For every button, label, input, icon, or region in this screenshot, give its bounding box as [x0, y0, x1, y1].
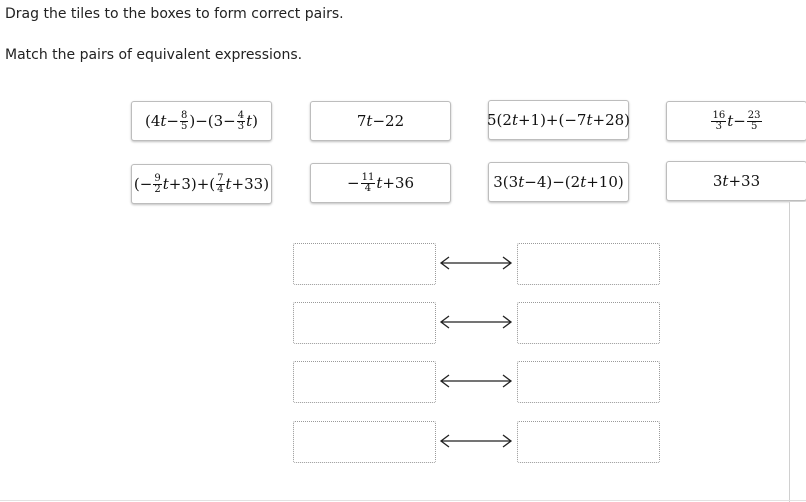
tile-expression[interactable]: 7 t −22	[310, 101, 451, 141]
drop-slot-right-3[interactable]	[517, 361, 660, 403]
double-arrow-icon	[439, 374, 513, 388]
drop-slot-left-1[interactable]	[293, 243, 436, 285]
tile-expression[interactable]: 3(3 t −4)−(2 t +10)	[488, 162, 629, 202]
scroll-edge	[789, 202, 806, 502]
tile-expression[interactable]: (− $\frac{9}{2}$ t +3)+( $\frac{7}{4}$ t +33)	[131, 164, 272, 204]
instruction-match: Match the pairs of equivalent expressions.	[5, 47, 303, 63]
tile-expression[interactable]: $\frac{16}{3}$ t − $\frac{23}{5}$	[666, 101, 806, 141]
double-arrow-icon	[439, 256, 513, 270]
tile-expression[interactable]: − $\frac{11}{4}$ t +36	[310, 163, 451, 203]
drop-slot-right-1[interactable]	[517, 243, 660, 285]
drop-slot-left-2[interactable]	[293, 302, 436, 344]
instruction-drag: Drag the tiles to the boxes to form correct pairs.	[5, 6, 344, 22]
tile-expression[interactable]: 3 t +33	[666, 161, 806, 201]
drop-slot-right-4[interactable]	[517, 421, 660, 463]
drop-slot-right-2[interactable]	[517, 302, 660, 344]
double-arrow-icon	[439, 315, 513, 329]
drop-slot-left-4[interactable]	[293, 421, 436, 463]
double-arrow-icon	[439, 434, 513, 448]
tile-expression[interactable]: (4 t − $\frac{8}{5}$ )−(3− $\frac{4}{3}$ t )	[131, 101, 272, 141]
tile-expression[interactable]: 5(2 t +1)+(−7 t +28)	[488, 100, 629, 140]
drop-slot-left-3[interactable]	[293, 361, 436, 403]
divider	[0, 500, 806, 501]
